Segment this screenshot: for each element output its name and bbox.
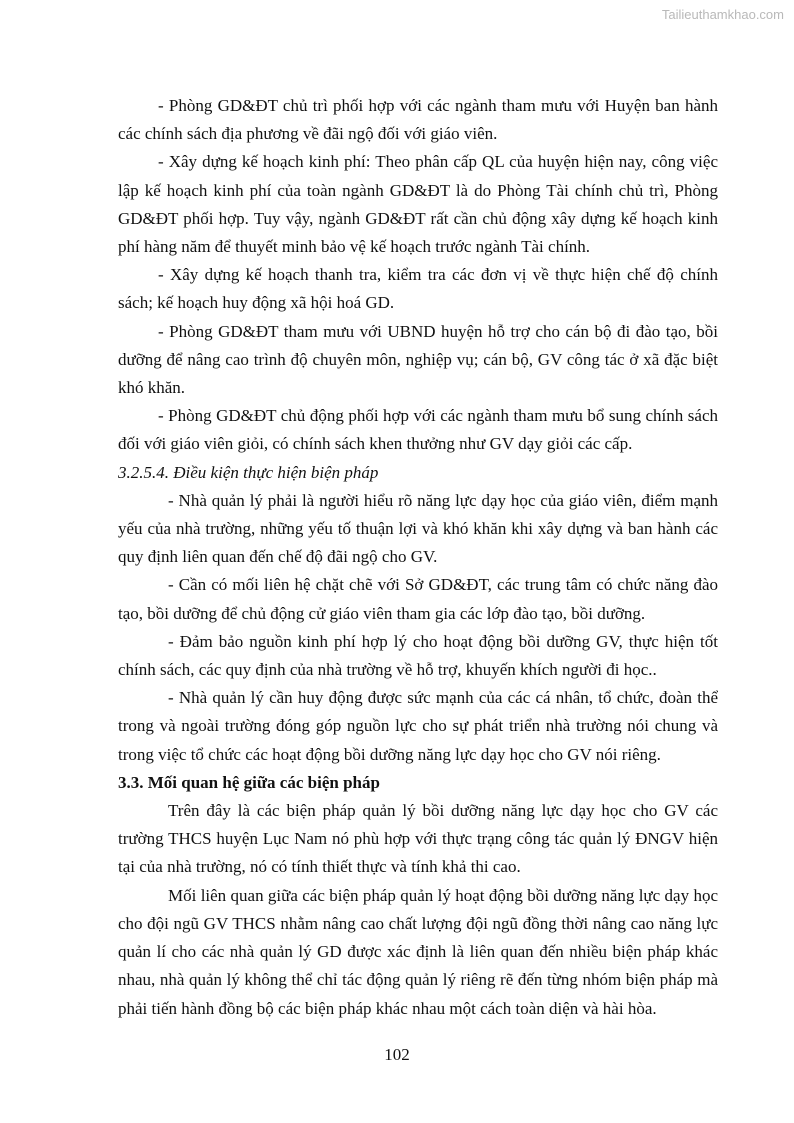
paragraph: - Phòng GD&ĐT tham mưu với UBND huyện hỗ trợ cho cán bộ đi đào tạo, bồi dưỡng để nâng cao trình độ chuyên môn, nghiệp vụ; cán bộ, GV công tác ở xã đặc biệt khó khăn. bbox=[118, 321, 718, 398]
page-number: 102 bbox=[384, 1045, 410, 1064]
paragraph: - Nhà quản lý cần huy động được sức mạnh của các cá nhân, tổ chức, đoàn thể trong và ngoài trường đóng góp nguồn lực cho sự phát triển nhà trường nói chung và trong việc tổ chức các hoạt động bồi dưỡng năng lực dạy học cho GV nói riêng. bbox=[118, 688, 718, 764]
section-heading-3254: 3.2.5.4. Điều kiện thực hiện biện pháp bbox=[118, 462, 379, 482]
watermark: Tailieuthamkhao.com bbox=[661, 7, 784, 22]
paragraph: Mối liên quan giữa các biện pháp quản lý hoạt động bồi dưỡng năng lực dạy học cho đội ngũ GV THCS nhằm nâng cao chất lượng đội ngũ đồng thời nâng cao năng lực quản lí cho các nhà quản lý GD được xác định là liên quan đến nhiều biện pháp khác nhau, nhà quản lý không thể chỉ tác động quản lý riêng rẽ đến từng nhóm biện pháp mà phải tiến hành đồng bộ các biện pháp khác nhau một cách toàn diện và hài hòa. bbox=[118, 885, 718, 1018]
paragraph: - Xây dựng kế hoạch thanh tra, kiểm tra các đơn vị về thực hiện chế độ chính sách; kế hoạch huy động xã hội hoá GD. bbox=[118, 265, 718, 313]
paragraph: - Cần có mối liên hệ chặt chẽ với Sở GD&ĐT, các trung tâm có chức năng đào tạo, bồi dưỡng để chủ động cử giáo viên tham gia các lớp đào tạo, bồi dưỡng. bbox=[118, 575, 718, 623]
paragraph: - Đảm bảo nguồn kinh phí hợp lý cho hoạt động bồi dưỡng GV, thực hiện tốt chính sách, các quy định của nhà trường về hỗ trợ, khuyến khích người đi học.. bbox=[118, 631, 718, 680]
paragraph: - Phòng GD&ĐT chủ trì phối hợp với các ngành tham mưu với Huyện ban hành các chính sách địa phương về đãi ngộ đối với giáo viên. bbox=[118, 96, 718, 144]
paragraph: - Xây dựng kế hoạch kinh phí: Theo phân cấp QL của huyện hiện nay, công việc lập kế hoạch kinh phí của toàn ngành GD&ĐT là do Phòng Tài chính chủ trì, Phòng GD&ĐT phối hợp. Tuy vậy, ngành GD&ĐT rất cần chủ động xây dựng kế hoạch kinh phí hàng năm để thuyết minh bảo vệ kế hoạch trước ngành Tài chính. bbox=[118, 152, 718, 257]
paragraph: Trên đây là các biện pháp quản lý bồi dưỡng năng lực dạy học cho GV các trường THCS huyện Lục Nam nó phù hợp với thực trạng công tác quản lý ĐNGV hiện tại của nhà trường, nó có tính thiết thực và tính khả thi cao. bbox=[118, 801, 718, 877]
document-body bbox=[118, 92, 718, 1023]
paragraph: - Phòng GD&ĐT chủ động phối hợp với các ngành tham mưu bổ sung chính sách đối với giáo viên giỏi, có chính sách khen thưởng như GV dạy giỏi các cấp. bbox=[118, 406, 718, 454]
paragraph: - Nhà quản lý phải là người hiểu rõ năng lực dạy học của giáo viên, điểm mạnh yếu của nhà trường, những yếu tố thuận lợi và khó khăn khi xây dựng và ban hành các quy định liên quan đến chế độ đãi ngộ cho GV. bbox=[118, 490, 718, 567]
section-heading-33: 3.3. Mối quan hệ giữa các biện pháp bbox=[118, 772, 380, 792]
